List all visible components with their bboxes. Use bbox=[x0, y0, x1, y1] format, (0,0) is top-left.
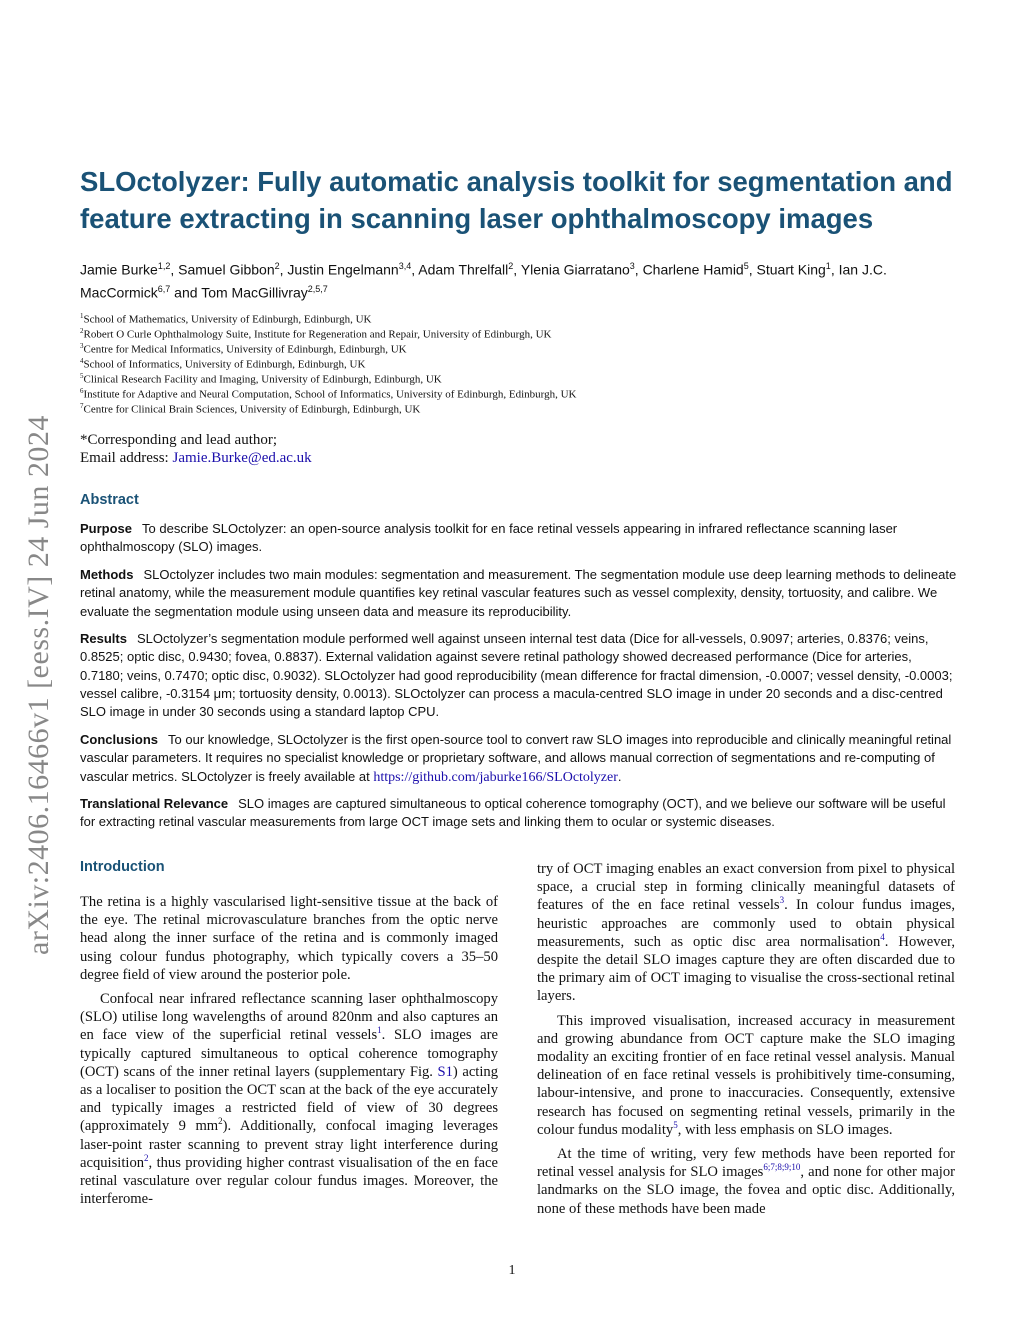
author-name: Samuel Gibbon bbox=[178, 261, 275, 278]
author-name: Ylenia Giarratano bbox=[520, 261, 630, 278]
abstract-methods bbox=[80, 566, 958, 621]
p2-text-c: ) acting as a localiser to position the OCT scan at the back of the eye accurately and typically images a restricted field of view of 30 degrees (approximately 9 mm bbox=[80, 1063, 498, 1135]
p5-text-b: , and none for other major landmarks on the SLO image, the fovea and optic disc. Additionally, none of these methods have been made bbox=[537, 1164, 956, 1217]
author-name: Stuart King bbox=[756, 261, 826, 278]
email-link[interactable]: Jamie.Burke@ed.ac.uk bbox=[172, 450, 312, 466]
intro-paragraph-5 bbox=[537, 1145, 955, 1218]
affiliation-text: School of Mathematics, University of Edinburgh, Edinburgh, UK bbox=[83, 313, 372, 326]
author-separator: , bbox=[634, 261, 643, 278]
abstract-purpose bbox=[80, 520, 958, 557]
p5-text-a: At the time of writing, very few methods have been reported for retinal vessel analysis for SLO images bbox=[537, 1146, 955, 1181]
author-affiliation-marker: 2 bbox=[274, 261, 280, 271]
author-affiliation-marker: 2,5,7 bbox=[307, 283, 328, 294]
affiliation-text: Clinical Research Facility and Imaging, University of Edinburgh, Edinburgh, UK bbox=[83, 373, 442, 386]
author-name: Justin Engelmann bbox=[287, 261, 399, 278]
methods-label: Methods bbox=[80, 567, 134, 582]
author-separator: , bbox=[279, 261, 288, 278]
left-column bbox=[80, 893, 498, 1208]
author-name: Tom MacGillivray bbox=[201, 284, 308, 301]
p2-text-a: Confocal near infrared reflectance scanning laser ophthalmoscopy (SLO) utilise long wavelengths of around 820nm and also captures an en face view of the superficial retinal vessels bbox=[80, 991, 498, 1044]
affiliation-number: 1 bbox=[80, 312, 84, 320]
intro-paragraph-1: The retina is a highly vascularised light-sensitive tissue at the back of the eye. The retinal microvasculature branches from the optic nerve head along the inner surface of the retina and is commonly imaged using colour fundus photography, which typically covers a 35–50 degree field of view around the posterior pole. bbox=[80, 894, 498, 983]
author-affiliation-marker: 3,4 bbox=[398, 261, 412, 271]
author-separator: , bbox=[513, 261, 521, 278]
author-name: Charlene Hamid bbox=[642, 261, 744, 278]
author-affiliation-marker: 1,2 bbox=[157, 261, 171, 271]
relevance-label: Translational Relevance bbox=[80, 796, 229, 811]
affiliation-item bbox=[80, 324, 960, 339]
conclusions-label: Conclusions bbox=[80, 732, 159, 747]
relevance-text: SLO images are captured simultaneous to optical coherence tomography (OCT), and we believe our software will be useful for extracting retinal vascular measurements from large OCT image sets and linking them to ocular or systemic diseases. bbox=[80, 796, 946, 830]
author-separator: , bbox=[411, 261, 419, 278]
affiliation-item bbox=[80, 369, 960, 384]
affiliation-text: Robert O Curle Ophthalmology Suite, Institute for Regeneration and Repair, University of Edinburgh, UK bbox=[83, 328, 552, 341]
affiliation-text: Institute for Adaptive and Neural Computation, School of Informatics, University of Edinburgh, Edinburgh, UK bbox=[83, 388, 577, 401]
affiliation-item bbox=[80, 384, 960, 399]
author-affiliation-marker: 3 bbox=[629, 261, 635, 271]
p4-text-a: This improved visualisation, increased accuracy in measurement and growing abundance from OCT capture make the SLO imaging modality an exciting frontier of en face retinal vessel analysis. Manual delineation of en face retinal vessels is prohibitively time-consuming, labour-intensive, and prone to inaccuracies. Consequently, extensive research has focused on segmenting retinal vessels, primarily in the colour fundus modality bbox=[537, 1012, 955, 1138]
p3-text-c: . However, despite the detail SLO images capture they are often discarded due to the primary aim of OCT imaging to visualise the cross-sectional retinal layers. bbox=[537, 933, 955, 1005]
github-link[interactable]: https://github.com/jaburke166/SLOctolyzer bbox=[373, 769, 618, 785]
affiliation-item bbox=[80, 339, 960, 354]
corresponding-note: *Corresponding and lead author; bbox=[80, 432, 278, 448]
author-affiliation-marker: 1 bbox=[825, 261, 831, 271]
author-affiliation-marker: 2 bbox=[508, 261, 514, 271]
corresponding-author bbox=[80, 431, 960, 467]
citations-6-10[interactable]: 6;7;8;9;10 bbox=[763, 1162, 801, 1173]
intro-paragraph-4 bbox=[537, 1012, 955, 1139]
p3-text-a: try of OCT imaging enables an exact conversion from pixel to physical space, a crucial step in forming clinically meaningful datasets of features of the en face retinal vessels bbox=[537, 861, 955, 914]
author-separator: , bbox=[170, 261, 179, 278]
affiliation-number: 2 bbox=[80, 327, 84, 335]
email-line bbox=[80, 449, 960, 467]
squared-exponent: 2 bbox=[218, 1116, 223, 1127]
abstract-results bbox=[80, 630, 958, 721]
affiliation-item bbox=[80, 399, 960, 414]
arxiv-identifier: arXiv:2406.16466v1 [eess.IV] 24 Jun 2024 bbox=[22, 415, 55, 955]
author-separator: , bbox=[830, 261, 839, 278]
author-name: Adam Threlfall bbox=[418, 261, 509, 278]
intro-paragraph-2 bbox=[80, 990, 498, 1208]
introduction-heading: Introduction bbox=[80, 859, 165, 875]
results-label: Results bbox=[80, 631, 127, 646]
citation-5[interactable]: 5 bbox=[673, 1119, 678, 1130]
author-name: Ian J.C. MacCormick bbox=[80, 261, 887, 301]
page-number: 1 bbox=[508, 1263, 516, 1278]
p3-text-b: . In colour fundus images, heuristic approaches are commonly used to obtain physical measurements, such as optic disc area normalisation bbox=[537, 897, 955, 950]
author-affiliation-marker: 6,7 bbox=[157, 283, 171, 294]
p2-text-e: , thus providing higher contrast visualisation of the en face retinal vasculature over regular colour fundus images. Moreover, the interferome- bbox=[80, 1154, 498, 1208]
conclusions-end: . bbox=[617, 768, 622, 784]
author-separator: , bbox=[748, 261, 757, 278]
purpose-text: To describe SLOctolyzer: an open-source analysis toolkit for en face retinal vessels appearing in infrared reflectance scanning laser ophthalmoscopy (SLO) images. bbox=[80, 521, 898, 555]
paper-title: SLOctolyzer: Fully automatic analysis toolkit for segmentation and feature extracting in scanning laser ophthalmoscopy images bbox=[80, 166, 953, 234]
conclusions-text: To our knowledge, SLOctolyzer is the first open-source tool to convert raw SLO images into reproducible and clinically meaningful retinal vascular parameters. It requires no specialist knowledge or proprietary software, and allows manual correction of segmentations and re-computing of vascular metrics. SLOctolyzer is freely available at bbox=[80, 732, 952, 784]
author-name: Jamie Burke bbox=[80, 261, 158, 278]
affiliation-number: 5 bbox=[80, 372, 84, 380]
p2-text-d: ). Additionally, confocal imaging leverages laser-point raster scanning to prevent stray light interference during acquisition bbox=[80, 1118, 498, 1171]
affiliation-number: 3 bbox=[80, 342, 84, 350]
methods-text: SLOctolyzer includes two main modules: segmentation and measurement. The segmentation module use deep learning methods to delineate retinal anatomy, while the measurement module quantifies key retinal vascular features such as vessel complexity, density, tortuosity, and calibre. We evaluate the segmentation module using unseen data and measure its reproducibility. bbox=[80, 567, 957, 619]
affiliation-list bbox=[80, 309, 960, 414]
affiliation-item bbox=[80, 309, 960, 324]
abstract-heading: Abstract bbox=[80, 492, 139, 508]
citation-3[interactable]: 3 bbox=[779, 895, 785, 906]
affiliation-number: 7 bbox=[80, 402, 84, 410]
figure-link-s1[interactable]: S1 bbox=[437, 1063, 453, 1080]
intro-paragraph-3 bbox=[537, 860, 955, 1006]
p4-text-b: , with less emphasis on SLO images. bbox=[677, 1121, 893, 1138]
affiliation-text: Centre for Medical Informatics, University of Edinburgh, Edinburgh, UK bbox=[83, 343, 407, 356]
abstract-conclusions bbox=[80, 731, 958, 787]
p2-text-b: . SLO images are typically captured simultaneous to optical coherence tomography (OCT) scans of the inner retinal layers (supplementary Fig. bbox=[80, 1027, 498, 1080]
affiliation-text: School of Informatics, University of Edinburgh, Edinburgh, UK bbox=[83, 358, 366, 371]
affiliation-number: 6 bbox=[80, 387, 84, 395]
affiliation-item bbox=[80, 354, 960, 369]
author-list bbox=[80, 257, 960, 302]
author-affiliation-marker: 5 bbox=[743, 261, 749, 271]
author-separator: and bbox=[170, 284, 202, 301]
citation-4[interactable]: 4 bbox=[880, 931, 885, 942]
abstract-relevance bbox=[80, 795, 958, 832]
purpose-label: Purpose bbox=[80, 521, 133, 536]
citation-1[interactable]: 1 bbox=[377, 1025, 382, 1036]
affiliation-text: Centre for Clinical Brain Sciences, University of Edinburgh, Edinburgh, UK bbox=[83, 403, 421, 416]
citation-2[interactable]: 2 bbox=[144, 1152, 149, 1163]
affiliation-number: 4 bbox=[80, 357, 84, 365]
right-column bbox=[537, 860, 955, 1218]
results-text: SLOctolyzer’s segmentation module performed well against unseen internal test data (Dice for all-vessels, 0.9097; arteries, 0.8376; veins, 0.8525; optic disc, 0.9430; fovea, 0.8837). External validation against severe retinal pathology showed decreased performance (Dice for arteries, 0.7180; veins, 0.7470; optic disc, 0.9032). SLOctolyzer had good reproducibility (mean difference for fractal dimension, -0.0007; vessel density, -0.0003; vessel calibre, -0.3154 μm; tortuosity density, 0.0013). SLOctolyzer can process a macula-centred SLO image in under 20 seconds and a disc-centred SLO image in under 30 seconds using a standard laptop CPU. bbox=[80, 631, 953, 720]
email-label: Email address: bbox=[80, 450, 173, 466]
